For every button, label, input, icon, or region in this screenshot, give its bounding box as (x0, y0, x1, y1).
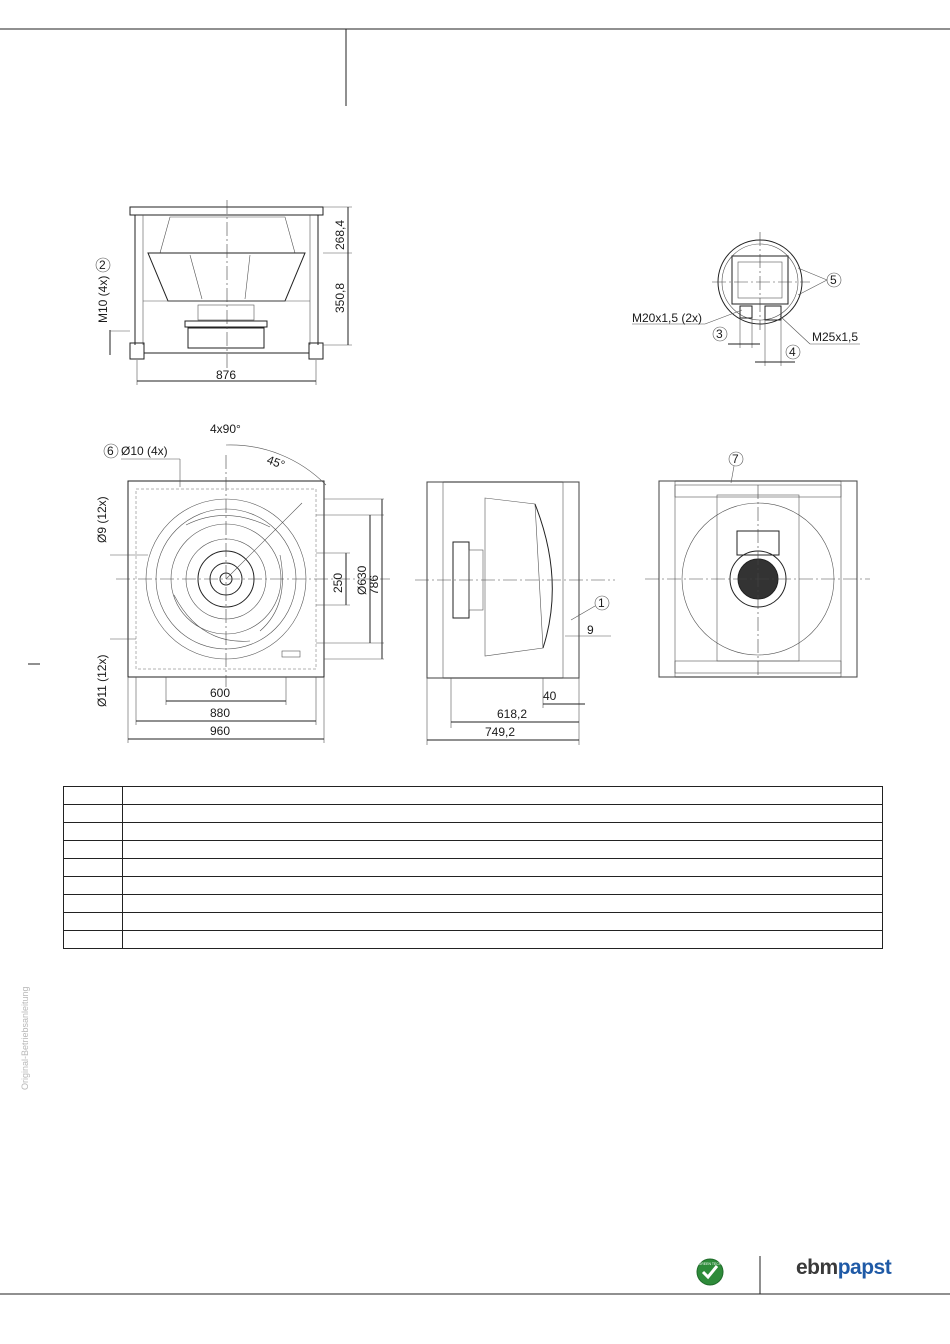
notes-cell-number (64, 841, 123, 859)
label-4x90: 4x90° (210, 422, 241, 436)
dim-880: 880 (210, 706, 231, 720)
notes-row (64, 895, 883, 913)
margin-tick (28, 662, 42, 666)
notes-cell-number (64, 913, 123, 931)
notes-cell-text (123, 823, 883, 841)
dim-876: 876 (216, 368, 237, 382)
label-m10: M10 (4x) (96, 275, 110, 323)
front-view-drawing (90, 415, 400, 745)
notes-row (64, 787, 883, 805)
notes-cell-number (64, 877, 123, 895)
ebmpapst-logo (796, 1256, 891, 1280)
notes-cell-number (64, 805, 123, 823)
item-5: 5 (830, 273, 837, 287)
dim-250: 250 (331, 572, 345, 593)
label-d11: Ø11 (12x) (95, 654, 109, 707)
dim-749: 749,2 (485, 725, 516, 739)
notes-row (64, 859, 883, 877)
logo-ebm: ebm (796, 1256, 838, 1279)
dim-786: 786 (367, 574, 381, 595)
label-45: 45° (264, 452, 287, 473)
top-view-drawing (90, 195, 370, 395)
item-6: 6 (107, 444, 114, 458)
notes-row (64, 805, 883, 823)
item-3: 3 (716, 327, 723, 341)
green-tech-badge-icon (695, 1257, 725, 1287)
notes-table (63, 786, 883, 949)
item-7: 7 (732, 452, 739, 466)
notes-cell-text (123, 787, 883, 805)
notes-cell-number (64, 859, 123, 877)
dim-9: 9 (587, 623, 594, 637)
notes-cell-number (64, 931, 123, 949)
notes-row (64, 913, 883, 931)
notes-row (64, 823, 883, 841)
label-m20: M20x1,5 (2x) (632, 311, 703, 325)
notes-cell-text (123, 913, 883, 931)
item-1: 1 (598, 596, 605, 610)
label-d9: Ø9 (12x) (95, 496, 109, 543)
notes-cell-text (123, 805, 883, 823)
dim-630: Ø630 (355, 565, 369, 595)
notes-cell-text (123, 859, 883, 877)
dim-618: 618,2 (497, 707, 528, 721)
notes-cell-number (64, 823, 123, 841)
logo-papst: papst (837, 1256, 892, 1279)
notes-row (64, 841, 883, 859)
badge-text: GREEN TECH (698, 1262, 722, 1266)
notes-cell-text (123, 895, 883, 913)
item-2: 2 (99, 258, 106, 272)
notes-row (64, 931, 883, 949)
sidebar-label: Original-Betriebsanleitung (20, 986, 30, 1090)
connector-view-drawing (620, 230, 880, 370)
side-view-drawing (415, 470, 625, 745)
dim-960: 960 (210, 724, 231, 738)
header-frame (0, 0, 950, 120)
rear-view-drawing (645, 445, 875, 685)
label-d10: Ø10 (4x) (121, 444, 168, 458)
notes-cell-text (123, 931, 883, 949)
notes-cell-text (123, 877, 883, 895)
dim-600: 600 (210, 686, 231, 700)
label-m25: M25x1,5 (812, 330, 859, 344)
dim-268: 268,4 (333, 219, 347, 250)
item-4: 4 (789, 345, 796, 359)
dim-40: 40 (543, 689, 557, 703)
notes-cell-number (64, 895, 123, 913)
notes-row (64, 877, 883, 895)
dim-350: 350,8 (333, 282, 347, 313)
notes-cell-number (64, 787, 123, 805)
notes-cell-text (123, 841, 883, 859)
